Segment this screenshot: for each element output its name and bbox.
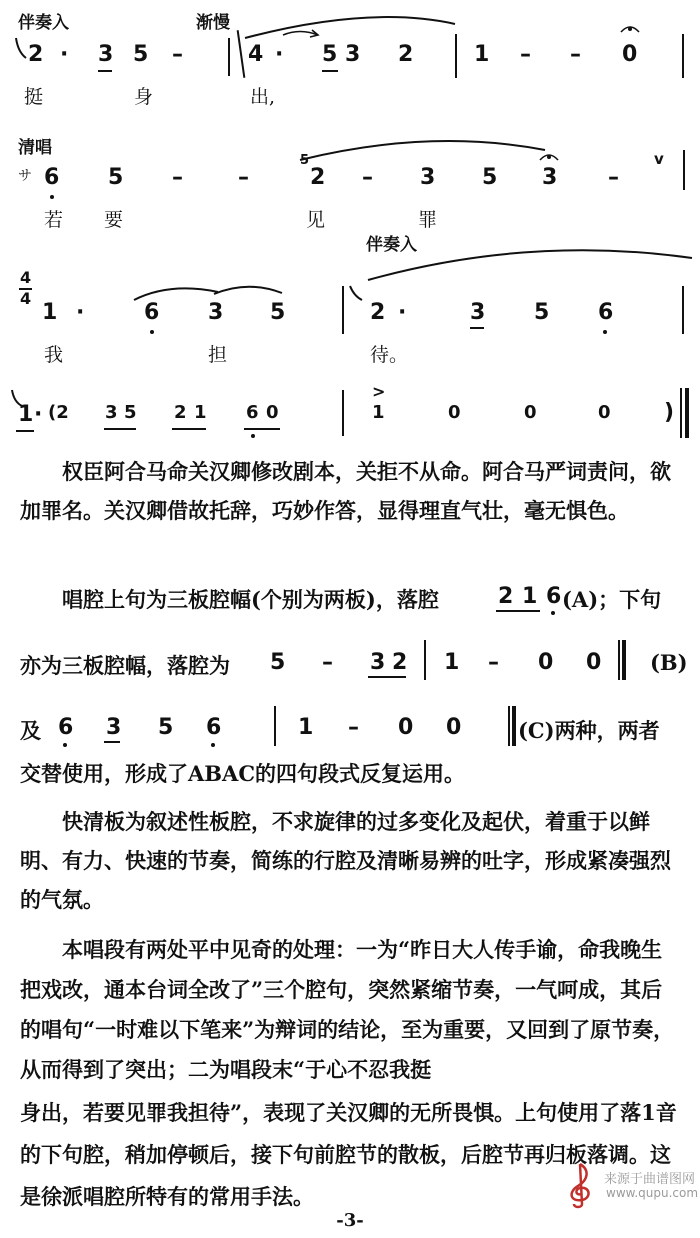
paragraph-4-continued: 身出，若要见罪我担待”，表现了关汉卿的无所畏惧。上句使用了落1音的下句腔，稍加停顿后，接下句前腔节的散板，后腔节再归板落调。这是徐派唱腔所特有的常用手法。 (20, 1100, 677, 1209)
underline (172, 428, 206, 430)
note: 0 (598, 402, 611, 423)
inline-note: – (322, 650, 333, 675)
lyric: 我 (44, 344, 64, 366)
note: 5 (124, 402, 137, 423)
lyric: 担 (208, 344, 228, 366)
dot: · (76, 300, 85, 325)
final-barline-thin (618, 640, 620, 680)
inline-note: 6 (546, 584, 562, 609)
inline-note: 0 (586, 650, 602, 675)
barline (274, 706, 276, 746)
final-barline-thin (680, 388, 682, 438)
free-rhythm-mark: サ (18, 168, 32, 184)
dot: · (398, 300, 407, 325)
watermark-line-2: www.qupu.com (606, 1186, 699, 1200)
underline (496, 610, 540, 612)
inline-note: 0 (446, 715, 462, 740)
dash: – (570, 42, 581, 67)
dash: – (608, 165, 619, 190)
low-octave-dot (211, 743, 215, 747)
low-octave-dot (251, 434, 255, 438)
barline (424, 640, 426, 680)
dash: – (172, 42, 183, 67)
lyric: 若 (44, 209, 64, 231)
lyric: 挺 (24, 86, 44, 108)
note: 6 (144, 300, 160, 325)
time-signature-top: 4 (20, 268, 32, 287)
underline (16, 430, 34, 432)
breath-mark: v (654, 150, 664, 168)
text-line-p2b: (A)；下句 (562, 587, 662, 612)
note: 0 (524, 402, 537, 423)
note: (2 (48, 402, 69, 423)
note: 5 (133, 42, 149, 67)
note: 0 (622, 42, 638, 67)
final-barline-thin (508, 706, 510, 746)
paragraph-4: 本唱段有两处平中见奇的处理：一为“昨日大人传手谕，命我晚生把戏改，通本台词全改了”三个腔句，突然紧缩节奏，一气呵成，其后的唱句“一时难以下笔来”为辩词的结论，至为重要，又回到了原节奏，从而得到了突出；二为唱段末“于心不忍我挺 (20, 937, 675, 1082)
note: 2 (370, 300, 386, 325)
underline (368, 676, 406, 678)
inline-note: 1 (522, 584, 538, 609)
note: 5 (108, 165, 124, 190)
note: 1 (474, 42, 490, 67)
dash: – (362, 165, 373, 190)
note: 1 (194, 402, 207, 423)
note: 2 (28, 42, 44, 67)
note: 3 (345, 42, 361, 67)
paragraph-3: 快清板为叙述性板腔，不求旋律的过多变化及起伏，着重于以鲜明、有力、快速的节奏，简练的行腔及清晰易辨的吐字，形成紧凑强烈的气氛。 (20, 809, 671, 912)
inline-note: 2 (392, 650, 408, 675)
inline-note: 2 (498, 584, 514, 609)
inline-note: 1 (298, 715, 314, 740)
time-signature-bottom: 4 (20, 289, 32, 308)
inline-note: 5 (270, 650, 286, 675)
note: 6 (44, 165, 60, 190)
note: 5 (534, 300, 550, 325)
inline-note: 5 (158, 715, 174, 740)
inline-note: 0 (538, 650, 554, 675)
watermark-line-1: 来源于曲谱图网 (604, 1172, 696, 1187)
accompaniment-mark: 伴奏入 (366, 235, 417, 255)
dot: · (34, 402, 43, 427)
lyric: 要 (104, 209, 124, 231)
note: 3 (470, 300, 486, 325)
note: 1 (372, 402, 385, 423)
lyric: 见 (306, 209, 326, 231)
lyric: 待。 (370, 344, 409, 366)
inline-note: 0 (398, 715, 414, 740)
note: 2 (310, 165, 326, 190)
note: 3 (98, 42, 114, 67)
inline-note: 3 (370, 650, 386, 675)
final-barline-thick (512, 706, 516, 746)
inline-note: 6 (206, 715, 222, 740)
low-octave-dot (63, 743, 67, 747)
text-line-p3a: 亦为三板腔幅，落腔为 (20, 653, 230, 678)
text-line-p4b: (C)两种，两者 (518, 718, 660, 743)
grace-note: 5 (300, 153, 310, 168)
lyric: 罪 (418, 209, 438, 231)
note: 1 (18, 402, 34, 427)
note: 6 (598, 300, 614, 325)
note: 3 (105, 402, 118, 423)
inline-note: 6 (58, 715, 74, 740)
page-number: -3- (336, 1210, 364, 1231)
note: 0 (448, 402, 461, 423)
note: 6 (246, 402, 259, 423)
note: 0 (266, 402, 279, 423)
final-barline-thick (622, 640, 626, 680)
underline (244, 428, 280, 430)
inline-note: – (488, 650, 499, 675)
treble-clef-icon (560, 1160, 600, 1206)
note: 1 (42, 300, 58, 325)
accent-mark: > (372, 382, 386, 401)
note: 3 (420, 165, 436, 190)
dot: · (60, 42, 69, 67)
lyric: 身 (134, 86, 154, 108)
close-paren: ) (664, 400, 675, 425)
note: 5 (322, 42, 338, 67)
lyric: 出, (250, 86, 276, 108)
slurs-row-4 (0, 0, 700, 420)
note: 3 (208, 300, 224, 325)
inline-note: – (348, 715, 359, 740)
final-barline-thick (685, 388, 689, 438)
dash: – (172, 165, 183, 190)
note: 4 (248, 42, 264, 67)
inline-note: 1 (444, 650, 460, 675)
low-octave-dot (551, 611, 555, 615)
tempo-mark-ritardando: 渐慢 (196, 13, 230, 33)
text-line-p4a: 及 (20, 718, 41, 743)
note: 3 (542, 165, 558, 190)
unaccompanied-mark: 清唱 (18, 138, 52, 158)
paragraph-1: 权臣阿合马命关汉卿修改剧本，关拒不从命。阿合马严词责问，欲加罪名。关汉卿借故托辞，巧妙作答，显得理直气壮，毫无惧色。 (20, 459, 671, 523)
text-line-p3b: (B) (650, 650, 688, 675)
underline (104, 741, 120, 743)
inline-note: 3 (106, 715, 122, 740)
dot: · (275, 42, 284, 67)
dash: – (238, 165, 249, 190)
barline (342, 390, 344, 436)
note: 2 (398, 42, 414, 67)
text-line-p2a: 唱腔上句为三板腔幅(个别为两板)，落腔 (62, 587, 439, 612)
note: 5 (270, 300, 286, 325)
dash: – (520, 42, 531, 67)
note: 5 (482, 165, 498, 190)
note: 2 (174, 402, 187, 423)
text-line-p5: 交替使用，形成了ABAC的四句段式反复运用。 (20, 761, 466, 786)
accompaniment-mark: 伴奏入 (18, 13, 69, 33)
underline (104, 428, 136, 430)
